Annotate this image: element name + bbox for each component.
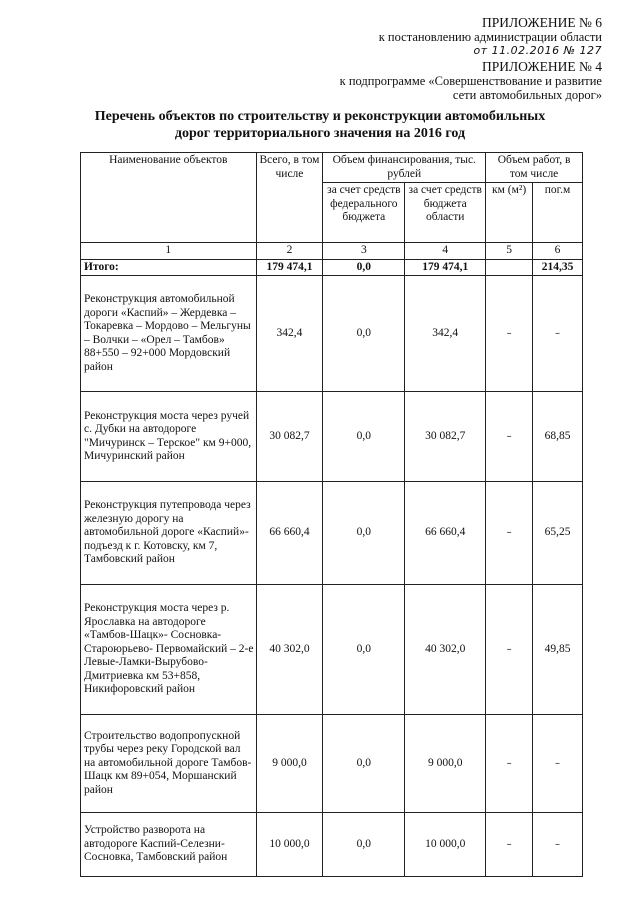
object-federal: 0,0 [323, 276, 405, 392]
object-pm: 49,85 [533, 585, 583, 715]
object-pm: 65,25 [533, 482, 583, 585]
object-pm: 68,85 [533, 392, 583, 482]
object-regional: 66 660,4 [405, 482, 486, 585]
column-numbers-row [81, 243, 583, 260]
object-pm: – [533, 813, 583, 877]
decree-reference: к постановлению администрации области [378, 30, 602, 44]
document-title-line-2: дорог территориального значения на 2016 год [174, 126, 466, 141]
object-km: – [486, 392, 533, 482]
object-federal: 0,0 [323, 392, 405, 482]
total-pm: 214,35 [533, 259, 583, 276]
header-total: Всего, в том числе [256, 153, 323, 243]
table-row [81, 585, 583, 715]
column-number: 2 [256, 243, 323, 260]
object-total: 10 000,0 [256, 813, 323, 877]
object-pm: – [533, 715, 583, 813]
column-number: 4 [405, 243, 486, 260]
header-funding: Объем финансирования, тыс. рублей [323, 153, 486, 183]
object-federal: 0,0 [323, 715, 405, 813]
object-name: Реконструкция путепровода через железную дорогу на автомобильной дороге «Каспий»- подъезд к г. Котовску, км 7, Тамбовский район [81, 482, 257, 585]
object-km: – [486, 813, 533, 877]
header-pm: пог.м [533, 183, 583, 243]
subprogram-line-1: к подпрограмме «Совершенствование и развитие [339, 74, 602, 88]
object-name: Реконструкция автомобильной дороги «Каспий» – Жердевка – Токаревка – Мордово – Мельгуны – Волчки – «Орел – Тамбов» 88+550 – 92+000 Мордовский район [81, 276, 257, 392]
total-regional: 179 474,1 [405, 259, 486, 276]
object-regional: 30 082,7 [405, 392, 486, 482]
table-row [81, 482, 583, 585]
object-total: 30 082,7 [256, 392, 323, 482]
appendix-6-header [379, 16, 602, 58]
appendix-4-header [340, 60, 602, 102]
object-total: 66 660,4 [256, 482, 323, 585]
total-km [486, 259, 533, 276]
object-regional: 9 000,0 [405, 715, 486, 813]
document-title [80, 108, 560, 142]
header-row-1 [81, 153, 583, 183]
object-name: Реконструкция моста через р. Ярославка на автодороге «Тамбов-Шацк»- Сосновка-Староюрьево- Первомайский – 2-е Левые-Ламки-Вырубово- Дмитриевка км 53+858, Никифоровский район [81, 585, 257, 715]
object-km: – [486, 276, 533, 392]
appendix-6-label: ПРИЛОЖЕНИЕ № 6 [481, 15, 602, 30]
header-work-volume: Объем работ, в том числе [486, 153, 583, 183]
object-federal: 0,0 [323, 585, 405, 715]
object-regional: 40 302,0 [405, 585, 486, 715]
object-total: 9 000,0 [256, 715, 323, 813]
total-row [81, 259, 583, 276]
object-km: – [486, 585, 533, 715]
document-title-line-1: Перечень объектов по строительству и реконструкции автомобильных [94, 109, 546, 124]
object-name: Реконструкция моста через ручей с. Дубки на автодороге "Мичуринск – Терское" км 9+000, Мичуринский район [81, 392, 257, 482]
objects-table [80, 152, 583, 877]
total-label: Итого: [81, 259, 257, 276]
table-row [81, 715, 583, 813]
object-regional: 342,4 [405, 276, 486, 392]
column-number: 3 [323, 243, 405, 260]
decree-date-number: от 11.02.2016 № 127 [473, 44, 602, 57]
column-number: 1 [81, 243, 257, 260]
object-name: Устройство разворота на автодороге Каспий-Селезни-Сосновка, Тамбовский район [81, 813, 257, 877]
object-regional: 10 000,0 [405, 813, 486, 877]
object-total: 342,4 [256, 276, 323, 392]
subprogram-line-2: сети автомобильных дорог» [452, 88, 602, 102]
object-federal: 0,0 [323, 813, 405, 877]
object-federal: 0,0 [323, 482, 405, 585]
header-name: Наименование объектов [81, 153, 257, 243]
column-number: 6 [533, 243, 583, 260]
appendix-4-label: ПРИЛОЖЕНИЕ № 4 [481, 59, 602, 74]
total-federal: 0,0 [323, 259, 405, 276]
total-sum: 179 474,1 [256, 259, 323, 276]
object-km: – [486, 715, 533, 813]
object-total: 40 302,0 [256, 585, 323, 715]
object-name: Строительство водопропускной трубы через реку Городской вал на автомобильной дороге Тамбов-Шацк км 89+054, Моршанский район [81, 715, 257, 813]
column-number: 5 [486, 243, 533, 260]
table-row [81, 392, 583, 482]
table-row [81, 276, 583, 392]
object-pm: – [533, 276, 583, 392]
header-federal: за счет средств федерального бюджета [323, 183, 405, 243]
header-regional: за счет средств бюджета области [405, 183, 486, 243]
header-km: км (м²) [486, 183, 533, 243]
object-km: – [486, 482, 533, 585]
table-row [81, 813, 583, 877]
